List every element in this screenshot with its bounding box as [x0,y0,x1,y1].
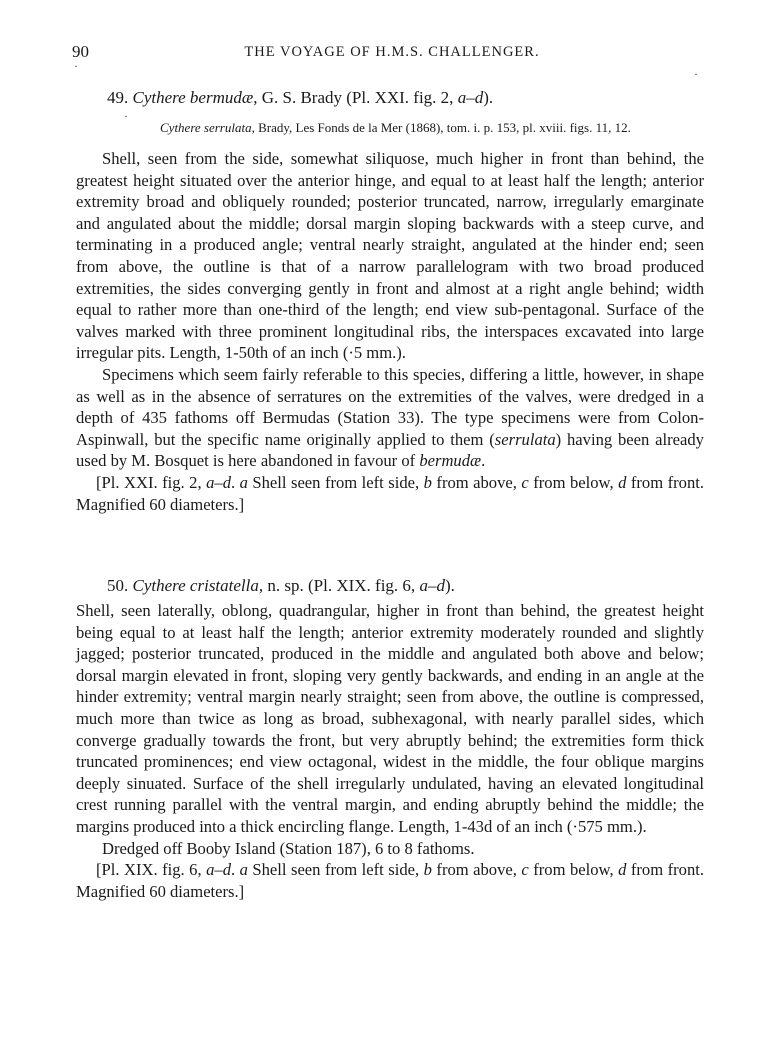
page-number: 90 [72,42,89,61]
plate-text: from below, [528,472,619,492]
plate-italic: d [618,860,627,880]
remarks-paragraph [76,364,704,472]
locality-paragraph: Dredged off Booby Island (Station 187), 6 to 8 fathoms. [102,838,475,858]
figure-letters: a–d [457,88,484,107]
remarks-italic: serrulata [494,429,556,449]
species-name: Cythere bermudæ, [132,88,258,107]
description-paragraph: Shell, seen from the side, somewhat siliquose, much higher in front than behind, the greatest height situated over the anterior hinge, and equal to at least half the length; anterior extremity broad and obliquely rounded; posterior truncated, narrow, irregularly emarginate and angulated about the middle; dorsal margin sloping backwards with a steep curve, and terminating in a produced angle; ventral nearly straight, angulated at the hinder end; seen from above, the outline is that of a narrow parallelogram with two broad produced extremities, the sides converging gently in front and almost at a right angle behind; width equal to rather more than one-third of the length; end view sub-pentagonal. Surface of the valves marked with three prominent longitudinal ribs, the interspaces excavated into large irregular pits. Length, 1-50th of an inch (·5 mm.). [76,149,704,363]
heading-close: ). [444,576,455,595]
plate-italic: a [239,472,248,492]
plate-text: Shell seen from left side, [247,472,424,492]
plate-text: from below, [528,860,619,880]
entry-50-body [76,600,704,902]
entry-number: 49. [107,88,129,107]
print-speck: · [694,67,698,81]
author-reference: G. S. Brady (Pl. XXI. fig. 2, [261,88,454,107]
remarks-text: ) having been already used by M. Bosquet is here abandoned in favour of [76,429,704,471]
remarks-text: . [481,451,486,471]
print-speck: · [74,59,78,73]
species-heading-50 [107,576,455,596]
entry-49-body [76,148,704,515]
plate-text: . [230,472,240,492]
figure-letters: a–d [419,576,445,595]
plate-italic: c [521,472,529,492]
plate-text: [Pl. XXI. fig. 2, [96,472,207,492]
plate-italic: b [423,472,432,492]
print-speck: · [124,109,128,123]
plate-text: [Pl. XIX. fig. 6, [96,860,207,880]
species-heading-49 [107,88,493,108]
synonym-reference: Brady, Les Fonds de la Mer (1868), tom. i. p. 153, pl. xviii. figs. 11, 12. [258,120,631,135]
plate-text: from above, [431,860,522,880]
synonymy-line [160,120,631,136]
species-name: Cythere cristatella, [132,576,264,595]
plate-text: . [230,860,240,880]
remarks-text: Specimens which seem fairly referable to this species, differing a little, however, in shape as well as in the absence of serratures on the extremities of the valves, were dredged in a depth of 435 fathoms off Bermudas (Station 33). The type specimens were from Colon-Aspinwall, but the specific name originally applied to them ( [76,364,704,449]
remarks-italic: bermudæ [419,451,482,471]
synonym-name: Cythere serrulata, [160,120,255,135]
page-header [72,42,712,68]
plate-reference [76,472,704,515]
plate-reference [76,859,704,902]
author-reference: n. sp. (Pl. XIX. fig. 6, [267,576,416,595]
description-paragraph: Shell, seen laterally, oblong, quadrangular, higher in front than behind, the greatest height being equal to at least half the length; anterior extremity moderately rounded and slightly jagged; posterior truncated, produced in the middle and angulated both above and below; dorsal margin elevated in front, sloping very gently backwards, and ending in an angle at the hinder extremity; ventral margin nearly straight; seen from above, the outline is compressed, much more than twice as long as broad, subhexagonal, with nearly parallel sides, which converge gradually towards the front, but very abruptly behind; the extremities form thick truncated prominences; end view octagonal, widest in the middle, the four oblique margins deeply sinuated. Surface of the shell irregularly undulated, having an elevated longitudinal crest running parallel with the ventral margin, and ending abruptly behind the middle; the margins produced into a thick encircling flange. Length, 1-43d of an inch (·575 mm.). [76,601,704,836]
plate-italic: c [521,860,529,880]
running-title: THE VOYAGE OF H.M.S. CHALLENGER. [244,44,540,60]
plate-text: from above, [431,472,522,492]
heading-close: ). [483,88,494,107]
plate-text: from front. Magnified 60 diameters.] [76,860,705,901]
plate-italic: d [618,472,627,492]
plate-italic: a [239,860,248,880]
plate-italic: b [423,860,432,880]
plate-text: from front. Magnified 60 diameters.] [76,472,705,514]
entry-number: 50. [107,576,129,595]
plate-italic: a–d [206,472,231,492]
plate-text: Shell seen from left side, [247,860,424,880]
plate-italic: a–d [206,860,231,880]
